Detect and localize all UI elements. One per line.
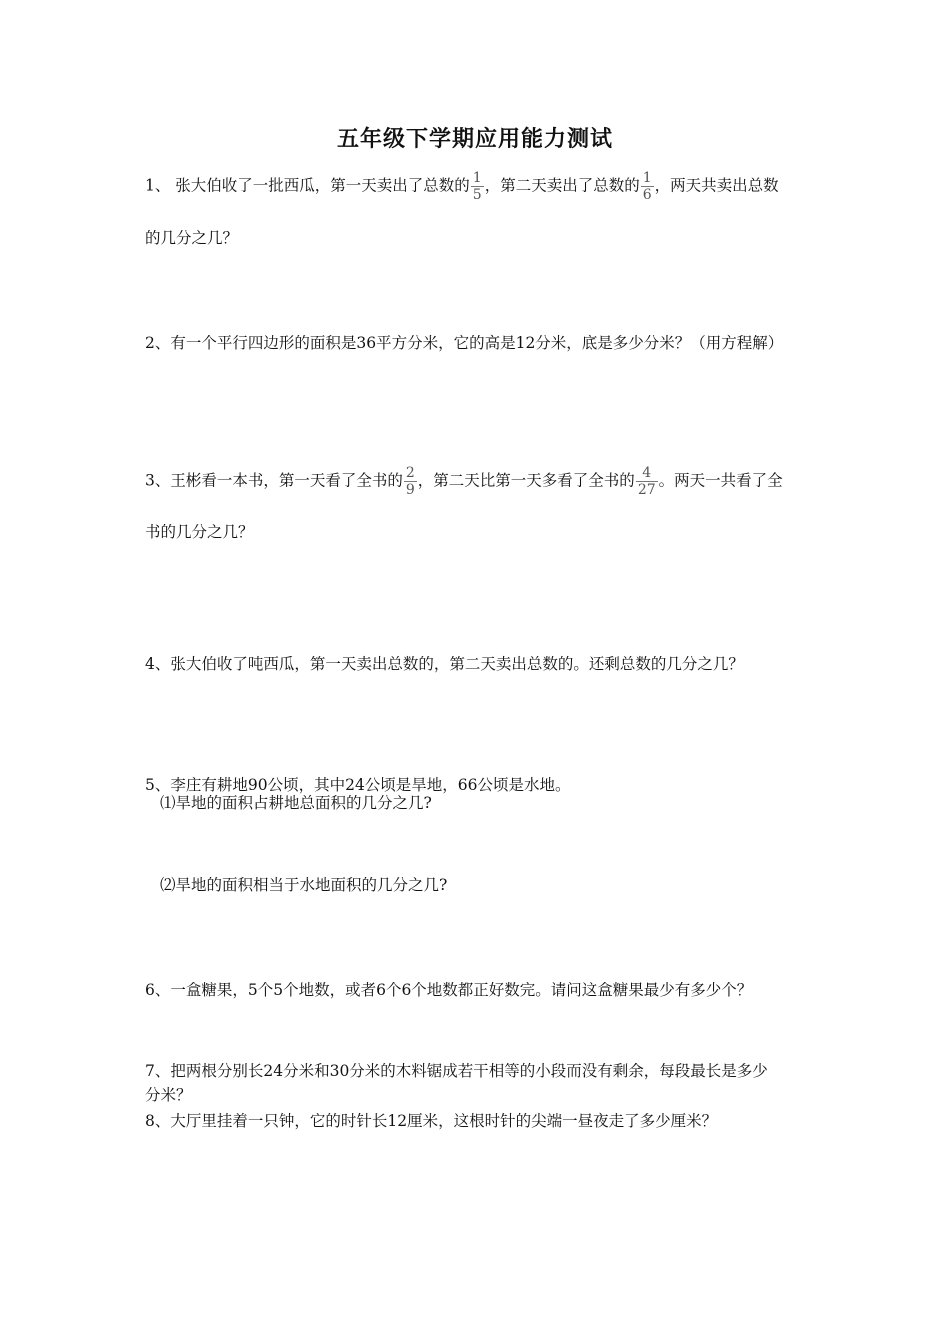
question-1-text-a: 1、 张大伯收了一批西瓜，第一天卖出了总数的 [145, 176, 470, 195]
page-title: 五年级下学期应用能力测试 [336, 126, 613, 152]
fraction-one-sixth [641, 170, 654, 203]
question-7-line-2: 分米？ [145, 1086, 192, 1104]
question-2: 2、有一个平行四边形的面积是36平方分米，它的高是12分米，底是多少分米？（用方程解） [145, 334, 784, 352]
fraction-numerator: 4 [642, 465, 652, 481]
fraction-four-twentysevenths [636, 465, 658, 498]
question-5-sub-1: ⑴旱地的面积占耕地总面积的几分之几? [160, 794, 432, 812]
fraction-numerator: 1 [472, 170, 482, 186]
question-4: 4、张大伯收了吨西瓜，第一天卖出总数的，第二天卖出总数的。还剩总数的几分之几？ [145, 655, 744, 673]
question-3-line-1 [145, 465, 783, 498]
fraction-denominator: 6 [642, 187, 652, 203]
fraction-one-fifth [471, 170, 484, 203]
question-1-text-c: ，两天共卖出总数 [654, 176, 779, 195]
question-1-line-2: 的几分之几？ [145, 229, 239, 247]
fraction-numerator: 1 [642, 170, 652, 186]
question-5-sub-2: ⑵旱地的面积相当于水地面积的几分之几? [160, 876, 448, 894]
question-3-text-b: ，第二天比第一天多看了全书的 [417, 471, 635, 490]
fraction-denominator: 27 [637, 482, 656, 498]
question-1-line-1 [145, 170, 779, 203]
question-1-text-b: ，第二天卖出了总数的 [484, 176, 640, 195]
fraction-two-ninths [404, 465, 417, 498]
question-3-text-a: 3、王彬看一本书，第一天看了全书的 [145, 471, 403, 490]
fraction-denominator: 5 [472, 187, 482, 203]
question-7-line-1: 7、把两根分别长24分米和30分米的木料锯成若干相等的小段而没有剩余，每段最长是多少 [145, 1062, 768, 1080]
question-6: 6、一盒糖果，5个5个地数，或者6个6个地数都正好数完。请问这盒糖果最少有多少个？ [145, 981, 753, 999]
fraction-denominator: 9 [405, 482, 415, 498]
question-3-text-c: 。两天一共看了全 [658, 471, 783, 490]
question-5-stem: 5、李庄有耕地90公顷，其中24公顷是旱地，66公顷是水地。 [145, 776, 571, 794]
question-8: 8、大厅里挂着一只钟，它的时针长12厘米，这根时针的尖端一昼夜走了多少厘米？ [145, 1112, 718, 1130]
fraction-numerator: 2 [405, 465, 415, 481]
question-3-line-2: 书的几分之几？ [145, 523, 254, 541]
